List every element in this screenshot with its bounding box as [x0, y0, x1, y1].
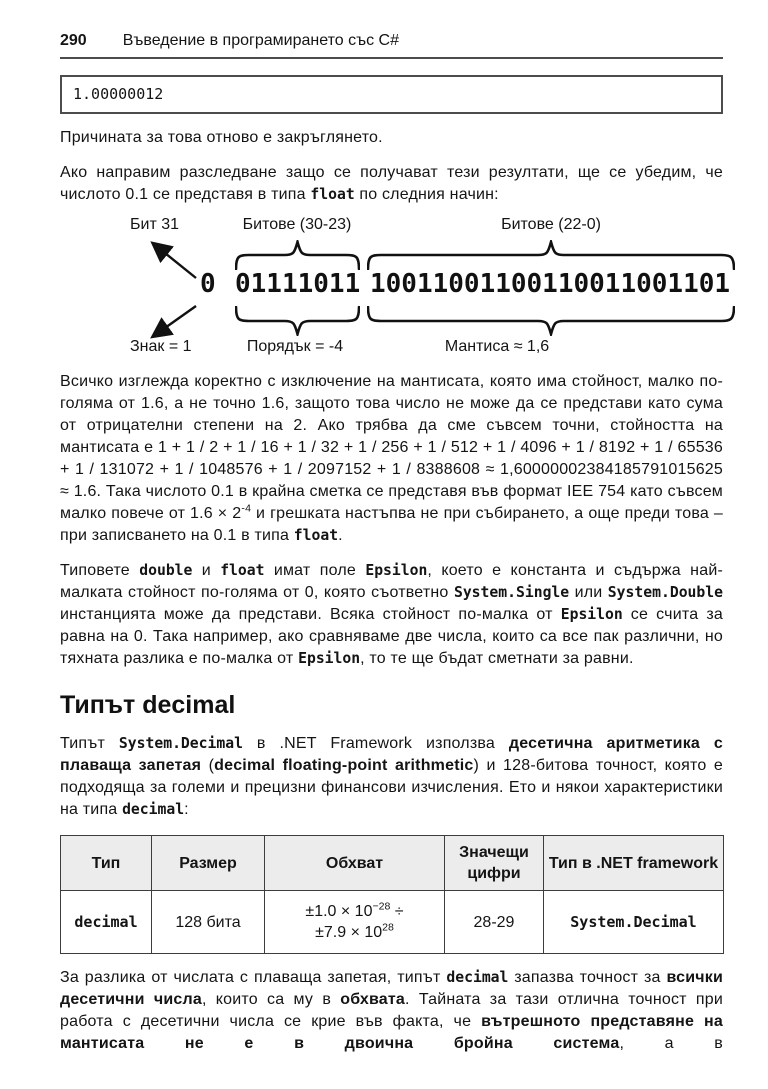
text-segment-n: .	[338, 527, 343, 544]
text-segment-n: . Тайната за тази отлична точност при работа с десетични числа се крие във факта, че	[60, 991, 723, 1030]
text-segment-c: double	[139, 562, 193, 579]
text-segment-b: всички десетични числа	[60, 969, 724, 1008]
text-segment-n: ) и 128-битова точност, която е подходяща за големи и прецизни финансови изчисления. Ето и някои характеристики на типа	[60, 757, 723, 818]
sign-bit-value: 0	[200, 269, 216, 299]
exponent-bits-value: 01111011	[235, 269, 361, 299]
text-segment-c: Epsilon	[298, 650, 361, 667]
underbrace-exponent-icon	[235, 306, 360, 336]
col-header-type: Тип	[61, 836, 152, 891]
col-header-range: Обхват	[265, 836, 445, 891]
col-header-size: Размер	[152, 836, 265, 891]
text-segment-c: float	[293, 527, 339, 544]
text-segment-c: Epsilon	[560, 606, 623, 623]
console-output-text: 1.00000012	[73, 85, 164, 103]
text-segment-n: Причината за това отново е закръглянето.	[60, 129, 383, 146]
text-segment-c: System.Single	[453, 584, 570, 601]
text-segment-n: запазва точност за	[508, 969, 667, 986]
cell-significant-digits: 28-29	[445, 891, 544, 954]
text-segment-c: System.Double	[607, 584, 723, 601]
underbrace-mantissa-icon	[367, 306, 735, 336]
text-segment-n: ±7.9 × 10	[315, 924, 383, 941]
text-segment-b: обхвата	[340, 991, 406, 1008]
cell-net-type: System.Decimal	[544, 891, 724, 954]
text-segment-n: Ако направим разследване защо се получават тези резултати, ще се убедим, че числото 0.1 се представя в типа	[60, 164, 723, 203]
text-segment-b: decimal floating-point arithmetic	[214, 757, 474, 774]
text-segment-c: decimal	[122, 801, 185, 818]
text-segment-c: System.Decimal	[118, 735, 243, 752]
text-segment-b: десетична аритметика с плаваща запетая	[60, 735, 723, 774]
text-segment-n: ±1.0 × 10	[305, 903, 373, 920]
page-number: 290	[60, 32, 87, 49]
text-segment-n: и грешката настъпва не при събирането, а още преди това – при записването на 0.1 в типа	[60, 505, 723, 544]
cell-type: decimal	[61, 891, 152, 954]
diagram-label-exponent-bits: Битове (30-23)	[242, 216, 352, 233]
col-header-significant-digits: Значещи цифри	[445, 836, 544, 891]
console-output-box	[60, 75, 723, 114]
text-segment-n: или	[569, 584, 608, 601]
text-segment-n: по следния начин:	[354, 186, 499, 203]
paragraph-epsilon	[60, 560, 723, 670]
decimal-characteristics-table	[60, 835, 724, 954]
text-segment-c: float	[310, 186, 355, 203]
diagram-label-mantissa-value: Мантиса ≈ 1,6	[444, 338, 550, 355]
text-segment-c: float	[220, 562, 265, 579]
diagram-label-bit31: Бит 31	[130, 216, 180, 233]
diagram-label-exponent-value: Порядък = -4	[246, 338, 344, 355]
text-segment-sup: −28	[372, 900, 391, 913]
text-segment-n: Типовете	[60, 562, 140, 579]
section-heading-decimal: Типът decimal	[60, 691, 236, 719]
cell-range	[265, 891, 445, 954]
text-segment-n: Всичко изглежда коректно с изключение на мантисата, която има стойност, малко по-голяма от 1.6, а не точно 1.6, защото това число не може да се представи като сума от отрицателни степени на 2. Ако трябва да сме съвсем точни, стойността на мантисата е 1 + 1 / 2 + 1 / 16 + 1 / 32 + 1 / 256 + 1 / 512 + 1 / 4096 + 1 / 8192 + 1 / 65536 + 1 / 131072 + 1 / 1048576 + 1 / 2097152 + 1 / 8388608 ≈ 1,60000002384185791015625 ≈ 1.6. Така числото 0.1 в крайна сметка се представя във формат IEE 754 като съвсем малко повече от 1.6 × 2	[60, 373, 723, 522]
header-divider	[60, 57, 723, 59]
text-segment-n: се счита за равна на 0. Така например, ако сравняваме две числа, които са все пак различни, но тяхната разлика е по-малка от	[60, 606, 723, 667]
paragraph-decimal-intro	[60, 733, 723, 821]
paragraph-mantissa-explanation	[60, 371, 723, 547]
text-segment-c: Epsilon	[365, 562, 428, 579]
overbrace-mantissa-icon	[367, 240, 735, 270]
book-title: Въведение в програмирането със C#	[122, 32, 399, 49]
text-segment-sup: 28	[382, 921, 394, 934]
float-bit-layout-diagram	[95, 216, 745, 358]
text-segment-n: инстанцията може да представи. Всяка стойност по-малка от	[60, 606, 561, 623]
text-segment-n: и	[192, 562, 221, 579]
text-segment-n: За разлика от числата с плаваща запетая, типът	[60, 969, 447, 986]
paragraph-reason	[60, 127, 723, 149]
text-segment-n: , то те ще бъдат сметнати за равни.	[360, 650, 634, 667]
table-row	[61, 891, 724, 954]
paragraph-decimal-precision	[60, 967, 723, 1055]
text-segment-n: ÷	[390, 903, 404, 920]
paragraph-investigation	[60, 162, 723, 206]
text-segment-c: decimal	[446, 969, 509, 986]
text-segment-n: , а в	[619, 1035, 724, 1052]
page-header	[60, 32, 723, 50]
overbrace-exponent-icon	[235, 240, 360, 270]
text-segment-n: в .NET Framework използва	[242, 735, 509, 752]
text-segment-n: , които са му в	[201, 991, 341, 1008]
cell-size: 128 бита	[152, 891, 265, 954]
col-header-net-type: Тип в .NET framework	[544, 836, 724, 891]
mantissa-bits-value: 10011001100110011001101	[370, 269, 731, 299]
text-segment-sup: -4	[241, 502, 252, 515]
text-segment-n: (	[201, 757, 215, 774]
text-segment-n: :	[184, 801, 189, 818]
text-segment-n: Типът	[60, 735, 119, 752]
text-segment-n: имат поле	[264, 562, 366, 579]
diagram-label-sign-value: Знак = 1	[130, 338, 192, 355]
text-segment-n: , което е константа и съдържа най-малката стойност по-голяма от 0, която съответно	[60, 562, 723, 601]
text-segment-b: вътрешното представяне на мантисата не е в двоична бройна система	[60, 1013, 723, 1052]
table-header-row	[61, 836, 724, 891]
diagram-label-mantissa-bits: Битове (22-0)	[501, 216, 601, 233]
